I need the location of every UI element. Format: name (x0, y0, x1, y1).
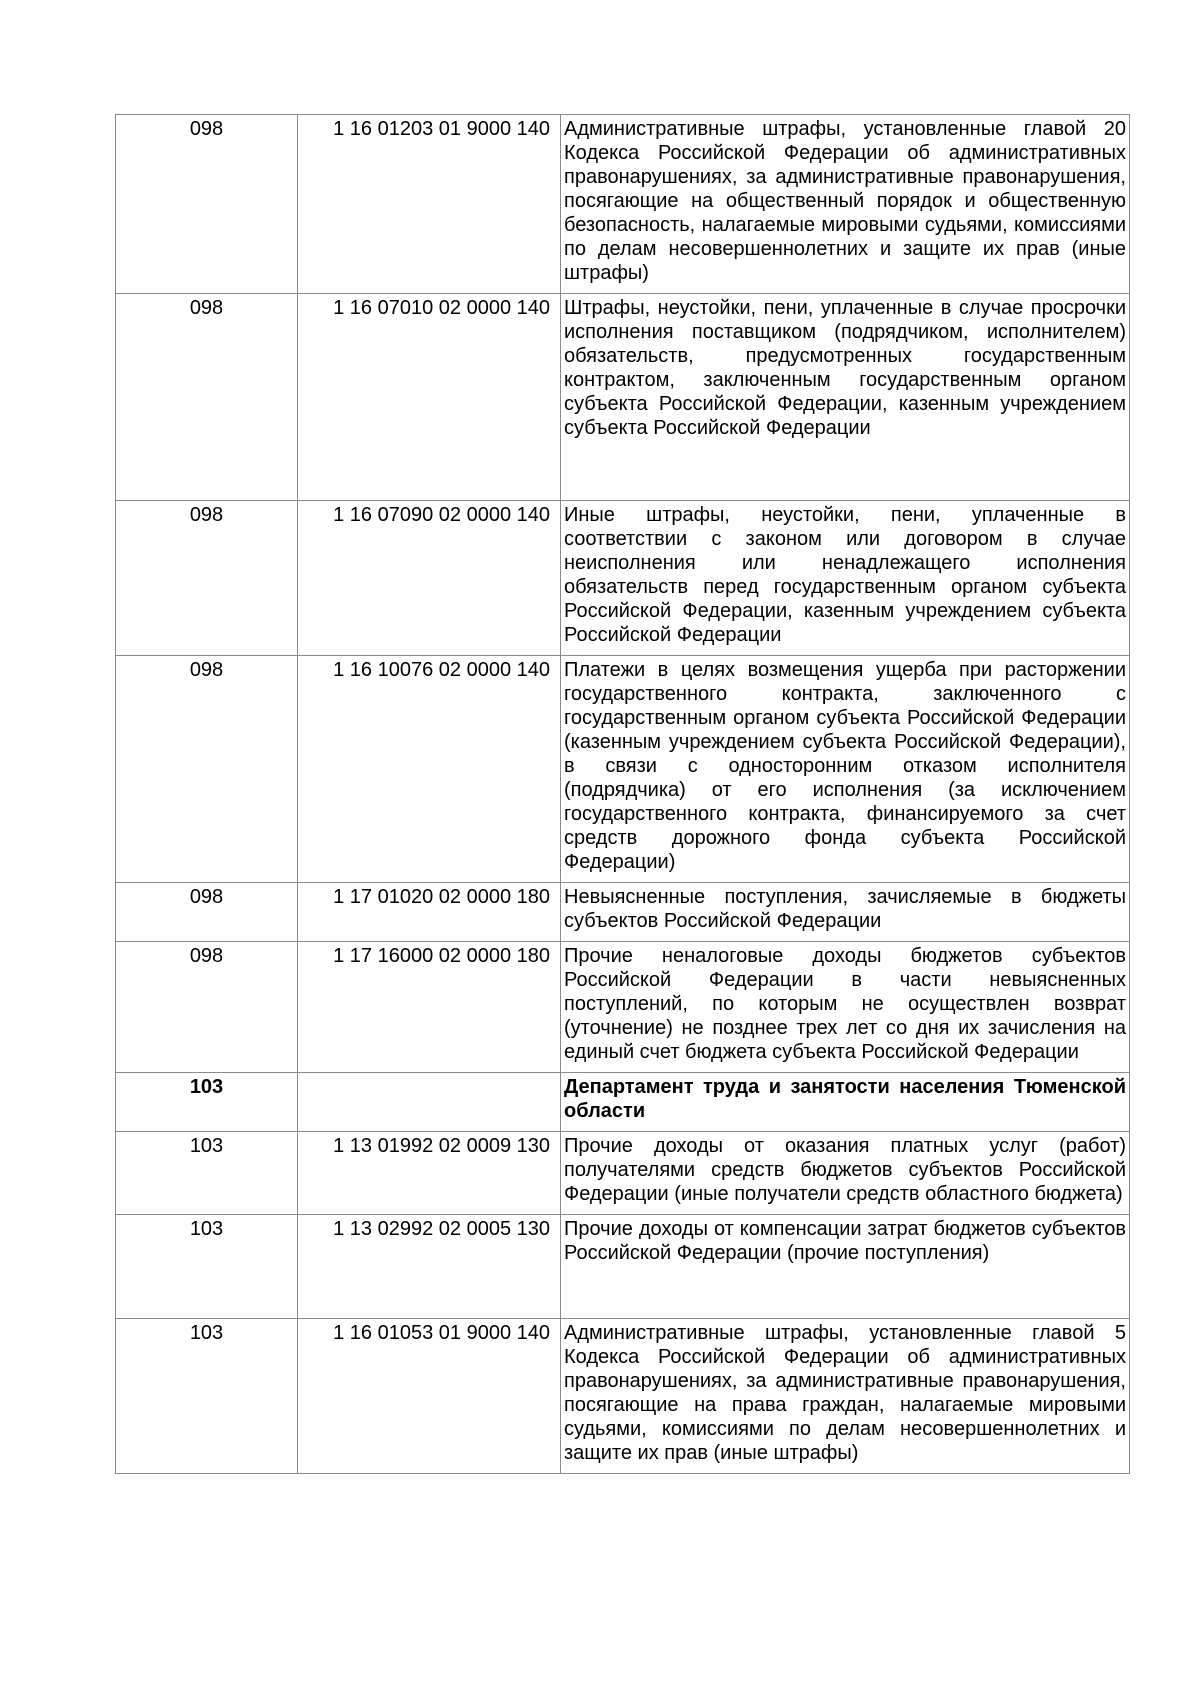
admin-code-cell: 098 (116, 294, 298, 501)
table-row (116, 294, 1130, 501)
admin-code-cell: 098 (116, 883, 298, 942)
table-row (116, 656, 1130, 883)
kbk-code-cell: 1 16 01203 01 9000 140 (298, 115, 561, 294)
revenue-codes-table (115, 114, 1130, 1474)
admin-code-cell: 098 (116, 115, 298, 294)
admin-code-cell: 103 (116, 1073, 298, 1132)
kbk-code-cell: 1 16 01053 01 9000 140 (298, 1319, 561, 1474)
table-row (116, 942, 1130, 1073)
table-row (116, 115, 1130, 294)
description-cell: Платежи в целях возмещения ущерба при расторжении государственного контракта, заключенного с государственным органом субъекта Российской Федерации (казенным учреждением субъекта Российской Федерации), в связи с односторонним отказом исполнителя (подрядчика) от его исполнения (за исключением государственного контракта, финансируемого за счет средств дорожного фонда субъекта Российской Федерации) (561, 656, 1130, 883)
kbk-code-cell: 1 13 01992 02 0009 130 (298, 1132, 561, 1215)
kbk-code-cell: 1 16 07090 02 0000 140 (298, 501, 561, 656)
table-row (116, 1132, 1130, 1215)
department-name-cell: Департамент труда и занятости населения Тюменской области (561, 1073, 1130, 1132)
kbk-code-cell: 1 17 16000 02 0000 180 (298, 942, 561, 1073)
description-cell: Штрафы, неустойки, пени, уплаченные в случае просрочки исполнения поставщиком (подрядчиком, исполнителем) обязательств, предусмотренных государственным контрактом, заключенным государственным органом субъекта Российской Федерации, казенным учреждением субъекта Российской Федерации (561, 294, 1130, 501)
kbk-code-cell: 1 16 10076 02 0000 140 (298, 656, 561, 883)
description-cell: Невыясненные поступления, зачисляемые в бюджеты субъектов Российской Федерации (561, 883, 1130, 942)
admin-code-cell: 098 (116, 501, 298, 656)
description-cell: Прочие доходы от компенсации затрат бюджетов субъектов Российской Федерации (прочие поступления) (561, 1215, 1130, 1319)
description-cell: Прочие доходы от оказания платных услуг (работ) получателями средств бюджетов субъектов Российской Федерации (иные получатели средств областного бюджета) (561, 1132, 1130, 1215)
admin-code-cell: 103 (116, 1132, 298, 1215)
kbk-code-cell (298, 1073, 561, 1132)
admin-code-cell: 098 (116, 942, 298, 1073)
description-cell: Иные штрафы, неустойки, пени, уплаченные в соответствии с законом или договором в случае неисполнения или ненадлежащего исполнения обязательств перед государственным органом субъекта Российской Федерации, казенным учреждением субъекта Российской Федерации (561, 501, 1130, 656)
table-row (116, 883, 1130, 942)
description-cell: Прочие неналоговые доходы бюджетов субъектов Российской Федерации в части невыясненных поступлений, по которым не осуществлен возврат (уточнение) не позднее трех лет со дня их зачисления на единый счет бюджета субъекта Российской Федерации (561, 942, 1130, 1073)
description-cell: Административные штрафы, установленные главой 5 Кодекса Российской Федерации об административных правонарушениях, за административные правонарушения, посягающие на права граждан, налагаемые мировыми судьями, комиссиями по делам несовершеннолетних и защите их прав (иные штрафы) (561, 1319, 1130, 1474)
kbk-code-cell: 1 13 02992 02 0005 130 (298, 1215, 561, 1319)
kbk-code-cell: 1 16 07010 02 0000 140 (298, 294, 561, 501)
admin-code-cell: 103 (116, 1319, 298, 1474)
table-row (116, 1215, 1130, 1319)
department-header-row (116, 1073, 1130, 1132)
table-row (116, 501, 1130, 656)
kbk-code-cell: 1 17 01020 02 0000 180 (298, 883, 561, 942)
description-cell: Административные штрафы, установленные главой 20 Кодекса Российской Федерации об административных правонарушениях, за административные правонарушения, посягающие на общественный порядок и общественную безопасность, налагаемые мировыми судьями, комиссиями по делам несовершеннолетних и защите их прав (иные штрафы) (561, 115, 1130, 294)
admin-code-cell: 103 (116, 1215, 298, 1319)
table-row (116, 1319, 1130, 1474)
admin-code-cell: 098 (116, 656, 298, 883)
